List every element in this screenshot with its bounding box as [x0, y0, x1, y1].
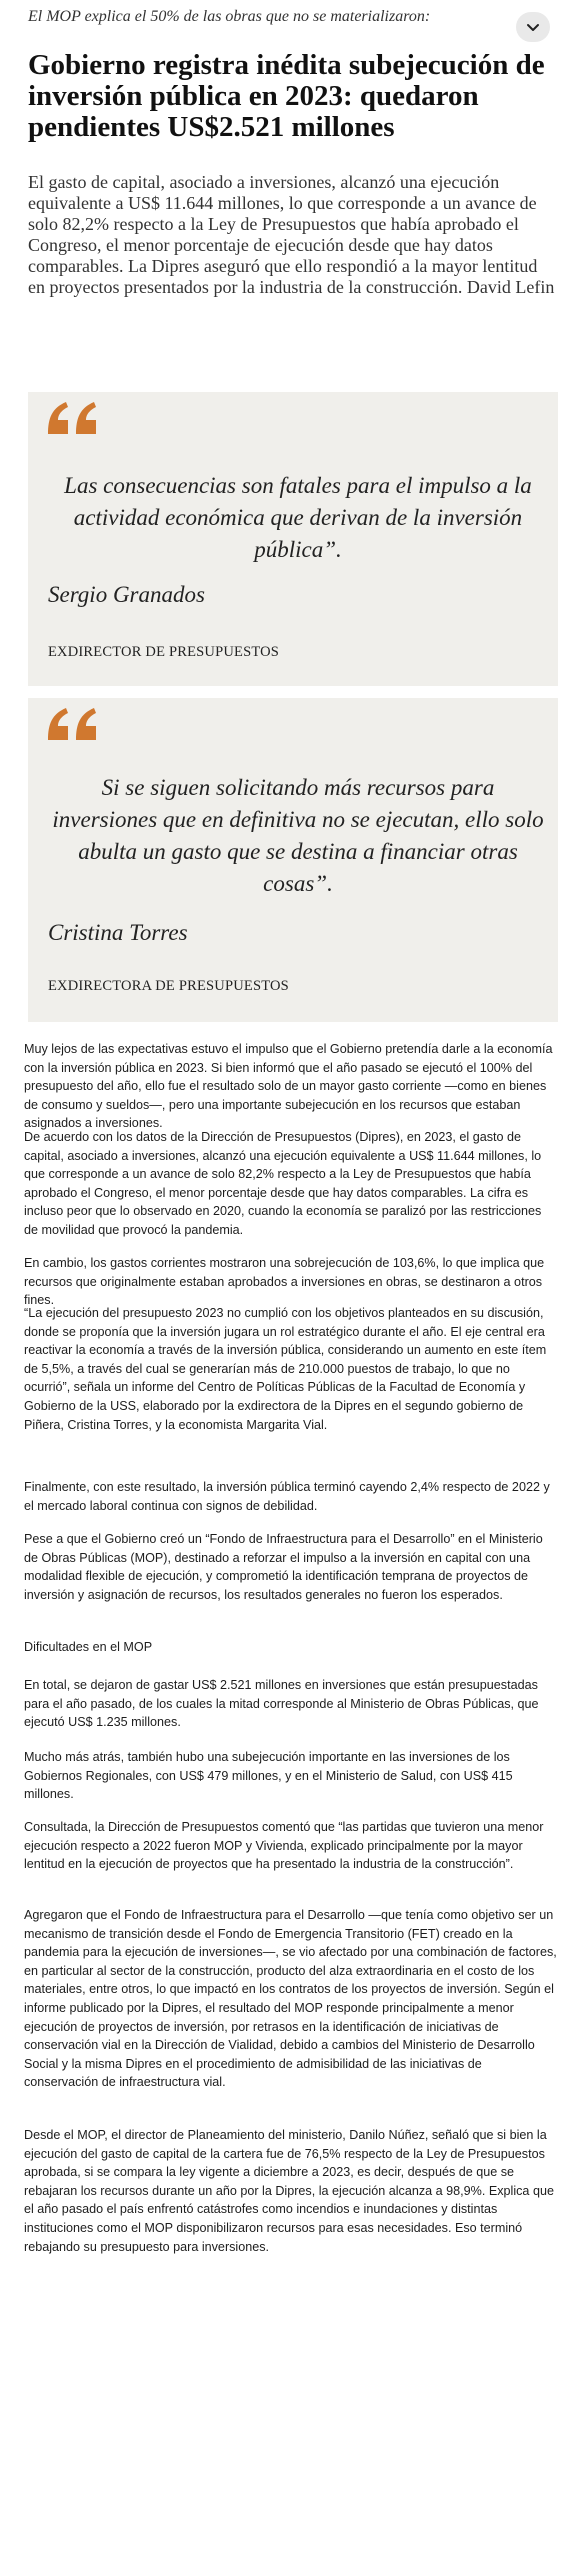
quote-role: EXDIRECTOR DE PRESUPUESTOS	[48, 644, 280, 660]
pull-quote	[28, 392, 558, 686]
quote-text: Las consecuencias son fatales para el impulso a la actividad económica que derivan de la inversión pública”.	[64, 473, 532, 562]
article-lede: El gasto de capital, asociado a inversiones, alcanzó una ejecución equivalente a US$ 11.644 millones, lo que corresponde a un avance de solo 82,2% respecto a la Ley de Presupuestos que había aprobado el Congreso, el menor porcentaje de ejecución desde que hay datos comparables. La Dipres aseguró que ello respondió a la mayor lentitud en proyectos presentados por la industria de la construcción. David Lefin	[28, 172, 555, 297]
body-paragraph: En cambio, los gastos corrientes mostraron una sobrejecución de 103,6%, lo que implica que recursos que originalmente estaban aprobados a inversiones en obras, se destinaron a otros fines.	[24, 1256, 545, 1308]
body-paragraph: Mucho más atrás, también hubo una subejecución importante en las inversiones de los Gobiernos Regionales, con US$ 479 millones, y en el Ministerio de Salud, con US$ 415 millones.	[24, 1750, 513, 1802]
section-subheading: Dificultades en el MOP	[24, 1640, 153, 1654]
chevron-down-icon	[525, 19, 541, 35]
body-paragraph: Pese a que el Gobierno creó un “Fondo de Infraestructura para el Desarrollo” en el Ministerio de Obras Públicas (MOP), destinado a reforzar el impulso a la inversión en capital con una modalidad flexible de ejecución, y comprometió la identificación temprana de proyectos de inversión y asignación de recursos, los resultados generales no fueron los esperados.	[24, 1532, 543, 1602]
body-paragraph: “La ejecución del presupuesto 2023 no cumplió con los objetivos planteados en su discusión, donde se proponía que la inversión jugara un rol estratégico durante el año. El eje central era reactivar la economía a través de la inversión pública, considerando un aumento en este ítem de 5,5%, a través del cual se generarían más de 210.000 puestos de trabajo, lo que no ocurrió”, señala un informe del Centro de Políticas Públicas de la Facultad de Economía y Gobierno de la USS, elaborado por la exdirectora de la Dipres en el segundo gobierno de Piñera, Cristina Torres, y la economista Margarita Vial.	[24, 1306, 547, 1432]
body-paragraph: En total, se dejaron de gastar US$ 2.521 millones en inversiones que están presupuestadas para el año pasado, de los cuales la mitad corresponde al Ministerio de Obras Públicas, que ejecutó US$ 1.235 millones.	[24, 1678, 539, 1730]
body-paragraph: Consultada, la Dirección de Presupuestos comentó que “las partidas que tuvieron una menor ejecución respecto a 2022 fueron MOP y Vivienda, explicado principalmente por la mayor lentitud en la ejecución de proyectos que ha presentado la industria de la construcción”.	[24, 1820, 544, 1872]
pull-quote	[28, 698, 558, 1022]
quote-author: Cristina Torres	[48, 920, 188, 945]
quote-text: Si se siguen solicitando más recursos para inversiones que en definitiva no se ejecutan, ello solo abulta un gasto que se destina a financiar otras cosas”.	[52, 775, 544, 896]
quote-author: Sergio Granados	[48, 582, 205, 607]
article-kicker: El MOP explica el 50% de las obras que no se materializaron:	[28, 8, 431, 25]
quote-mark-icon	[44, 698, 102, 744]
body-paragraph: Agregaron que el Fondo de Infraestructura para el Desarrollo —que tenía como objetivo ser un mecanismo de transición desde el Fondo de Emergencia Transitorio (FET) creado en la pandemia para la ejecución de inversiones—, se vio afectado por una combinación de factores, en particular al sector de la construcción, producto del alza extraordinaria en el costo de los materiales, entre otros, lo que impactó en los contratos de los proyectos de inversión. Según el informe publicado por la Dipres, el resultado del MOP responde principalmente a menor ejecución de proyectos de inversión, por retrasos en la identificación de iniciativas de conservación vial en la Dirección de Vialidad, debido a cambios del Ministerio de Desarrollo Social y la misma Dipres en el procedimiento de admisibilidad de las iniciativas de conservación de infraestructura vial.	[24, 1908, 557, 2090]
article-headline: Gobierno registra inédita subejecución de inversión pública en 2023: quedaron pendientes US$2.521 millones	[28, 49, 545, 143]
body-paragraph: De acuerdo con los datos de la Dirección de Presupuestos (Dipres), en 2023, el gasto de capital, asociado a inversiones, alcanzó una ejecución equivalente a US$ 11.644 millones, lo que corresponde a un avance de solo 82,2% respecto a la Ley de Presupuestos que había aprobado el Congreso, el menor porcentaje desde que hay datos comparables. La cifra es incluso peor que lo observado en 2020, cuando la economía se paralizó por las restricciones de movilidad que provocó la pandemia.	[24, 1130, 542, 1237]
quote-role: EXDIRECTORA DE PRESUPUESTOS	[48, 978, 289, 994]
expand-toggle-button[interactable]	[516, 12, 550, 42]
quote-mark-icon	[44, 392, 102, 438]
collapsible-header[interactable]	[0, 0, 568, 44]
body-paragraph: Finalmente, con este resultado, la inversión pública terminó cayendo 2,4% respecto de 2022 y el mercado laboral continua con signos de debilidad.	[24, 1480, 550, 1513]
body-paragraph: Muy lejos de las expectativas estuvo el impulso que el Gobierno pretendía darle a la economía con la inversión pública en 2023. Si bien informó que el año pasado se ejecutó el 100% del presupuesto del año, ello fue el resultado solo de un mayor gasto corriente —como en bienes de consumo y sueldos—, pero una importante subejecución en los recursos que estaban asignados a inversiones.	[24, 1042, 553, 1131]
body-paragraph: Desde el MOP, el director de Planeamiento del ministerio, Danilo Núñez, señaló que si bien la ejecución del gasto de capital de la cartera fue de 76,5% respecto de la Ley de Presupuestos aprobada, si se compara la ley vigente a diciembre a 2023, es decir, después de que se rebajaran los recursos durante un año por la Dipres, la ejecución alcanza a 98,9%. Explica que el año pasado el país enfrentó catástrofes como incendios e inundaciones y distintas instituciones como el MOP disponibilizaron recursos para esas necesidades. Eso terminó rebajando su presupuesto para inversiones.	[24, 2128, 554, 2254]
